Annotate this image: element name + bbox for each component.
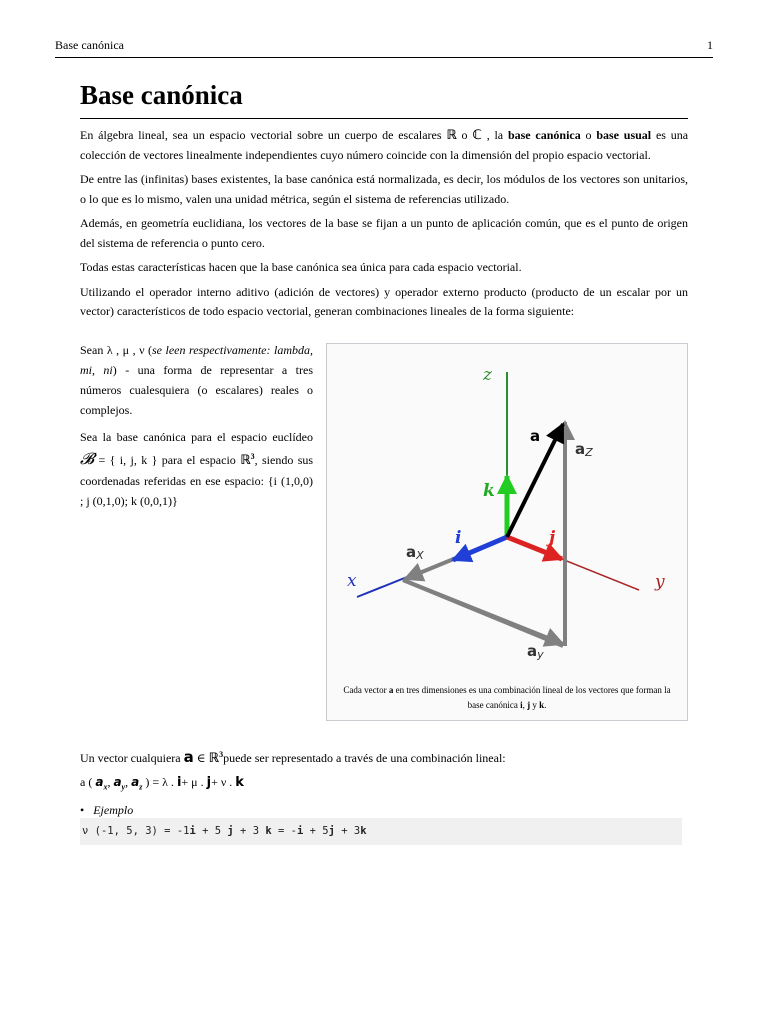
caption-k: k (539, 700, 545, 710)
running-header (55, 38, 713, 58)
comma-2: , (125, 775, 129, 789)
p1-text-d: es una colección de vectores linealmente independientes cuyo número coincide con la dimensión del propio espacio vectorial. (80, 128, 689, 162)
title-divider (80, 118, 688, 119)
component-ay: a (113, 775, 122, 789)
formula-open: a ( (80, 775, 93, 789)
paragraph-3: Además, en geometría euclidiana, los vectores de la base se fijan a un punto de aplicación común, que es el punto de origen del sistema de referencia o punto cero. (80, 216, 688, 250)
p1-text-c: o (585, 128, 592, 142)
element-of-symbol: ∈ (196, 751, 206, 765)
basis-i: i (176, 775, 182, 790)
vector-a-symbol: a (183, 748, 194, 766)
combination-formula (80, 772, 690, 797)
side-paragraph-1 (80, 340, 313, 420)
s1-italic: se leen respectivamente: lambda, mi, ni (80, 343, 313, 377)
code-i-1: i (189, 825, 196, 837)
s1-text-a: Sean λ , μ , ν ( (80, 343, 152, 357)
page-title: Base canónica (80, 80, 243, 110)
code-j-2: j (328, 825, 335, 837)
caption-text-b: en tres dimensiones es una combinación lineal de los vectores que forman la base canónica (395, 685, 671, 710)
vector-figure (326, 343, 688, 721)
code-part-5: + 5 (303, 825, 329, 837)
formula-lambda: ) = λ . (145, 775, 174, 789)
code-part-2: + 5 (195, 825, 228, 837)
paragraph-1 (80, 126, 688, 165)
formula-mu: + μ . (181, 775, 204, 789)
label-az: aZ (575, 440, 593, 459)
caption-end: . (544, 700, 547, 710)
code-part-3: + 3 (233, 825, 266, 837)
s2-text-b: = { i, j, k } para el espacio (98, 453, 236, 467)
example-code-block (80, 818, 682, 845)
figure-caption (335, 683, 679, 713)
basis-symbol: 𝓑 (80, 451, 95, 468)
code-part-1: ν (-1, 5, 3) = -1 (82, 825, 190, 837)
dimension-superscript: 3 (250, 452, 255, 461)
vector-diagram (327, 344, 687, 720)
paragraph-5: Utilizando el operador interno aditivo (adición de vectores) y operador externo producto (producto de un escalar por un vector) característicos de todo espacio vectorial, generan combinaciones lineales de la forma siguiente: (80, 284, 688, 318)
vector-definition-line (80, 745, 690, 769)
label-ax: aX (406, 543, 424, 562)
code-k-2: k (360, 825, 367, 837)
component-ax: a (95, 775, 104, 789)
formula-nu: + ν . (211, 775, 233, 789)
label-i: i (455, 528, 462, 548)
component-az: a (131, 775, 140, 789)
label-ay: ay (527, 642, 544, 661)
caption-vector-a: a (388, 685, 394, 695)
component-ax-sub: x (103, 782, 108, 792)
s1-text-b: ) - una forma de representar a tres números cualesquiera (o escalares) reales o complejos. (80, 363, 313, 417)
caption-text-a: Cada vector (343, 685, 387, 695)
basis-j: j (206, 775, 212, 790)
component-ay-sub: y (121, 782, 126, 792)
p1-text-b: , la (486, 128, 504, 142)
s2-text-a: Sea la base canónica para el espacio euclídeo (80, 430, 313, 444)
code-part-4: = - (271, 825, 297, 837)
p1-text-a: En álgebra lineal, sea un espacio vectorial sobre un cuerpo de escalares (80, 128, 442, 142)
caption-j: j (527, 700, 531, 710)
s2-text-c: , siendo sus coordenadas referidas en ese espacio: {i (1,0,0) ; j (0,1,0); k (0,0,1)} (80, 453, 314, 508)
real-space-symbol: ℝ (240, 453, 251, 468)
comma-1: , (107, 775, 111, 789)
real-numbers-symbol: ℝ (446, 128, 457, 143)
caption-and: y (532, 700, 537, 710)
code-k-1: k (265, 825, 272, 837)
intro-text (80, 126, 688, 327)
linear-combination-text (80, 745, 690, 823)
side-paragraph-2 (80, 427, 313, 511)
example-label: Ejemplo (93, 803, 134, 818)
label-y: y (655, 572, 665, 592)
p1-or: o (461, 128, 468, 142)
basis-k: k (235, 775, 244, 790)
line1-text-a: Un vector cualquiera (80, 751, 181, 765)
paragraph-2: De entre las (infinitas) bases existentes, la base canónica está normalizada, es decir, los módulos de los vectores son unitarios, o lo que es lo mismo, valen una unidad métrica, según el sistema de referencias utilizado. (80, 172, 688, 206)
label-x: x (347, 571, 357, 591)
term-base-usual: base usual (596, 128, 652, 142)
caption-sep: , (522, 700, 525, 710)
label-j: j (549, 528, 556, 548)
code-j-1: j (227, 825, 234, 837)
term-base-canonica: base canónica (507, 128, 581, 142)
caption-i: i (520, 700, 523, 710)
component-az-sub: z (139, 782, 143, 792)
line1-text-b: puede ser representado a través de una combinación lineal: (223, 751, 506, 765)
ay-vector (403, 580, 563, 644)
page-number: 1 (707, 38, 713, 52)
label-z: z (483, 365, 492, 385)
paragraph-4: Todas estas características hacen que la base canónica sea única para cada espacio vectorial. (80, 260, 522, 274)
complex-numbers-symbol: ℂ (472, 128, 482, 143)
real-space-symbol-2: ℝ (208, 751, 220, 766)
header-title: Base canónica (55, 38, 124, 52)
bullet-glyph: • (80, 803, 85, 818)
label-a: a (530, 427, 541, 445)
label-k: k (483, 481, 495, 501)
dimension-superscript-2: 3 (219, 750, 224, 759)
side-text (80, 340, 313, 518)
code-part-6: + 3 (334, 825, 361, 837)
code-i-2: i (296, 825, 304, 837)
